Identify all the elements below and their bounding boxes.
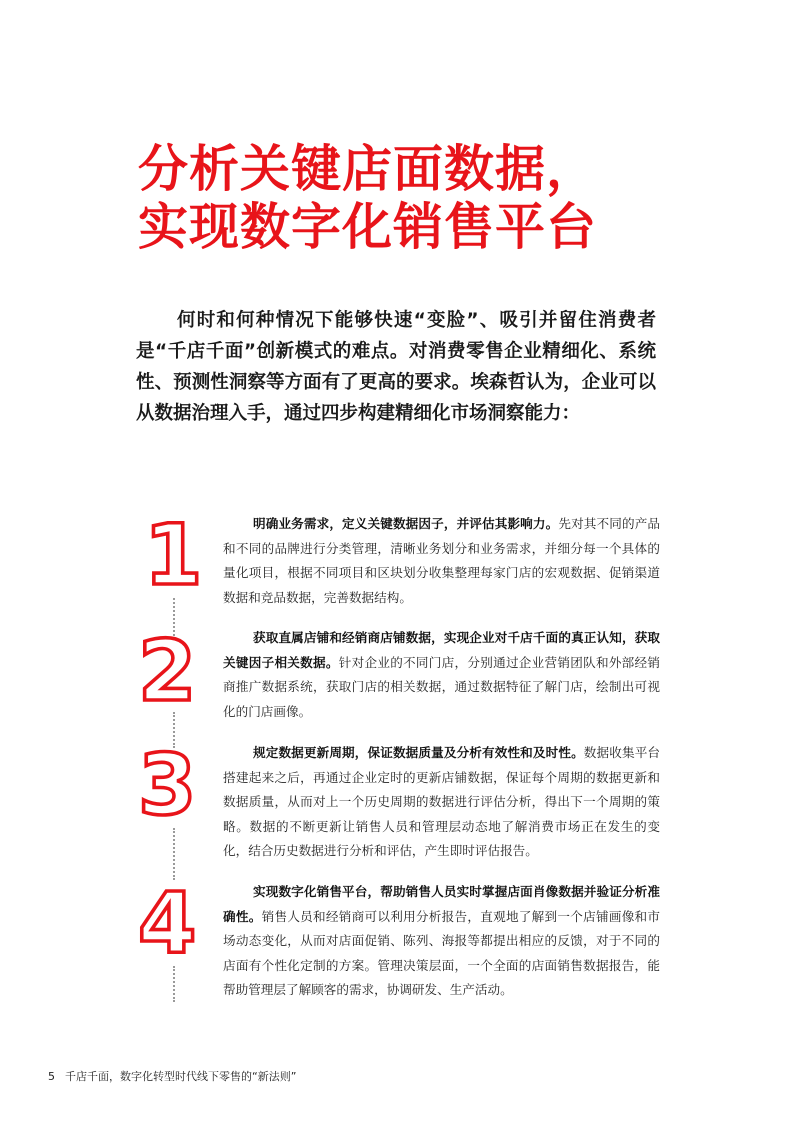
svg-text:1: 1: [144, 512, 203, 592]
title-line-2: 实现数字化销售平台: [138, 198, 597, 256]
step-divider-4: [173, 966, 177, 1002]
intro-paragraph: 何时和何种情况下能够快速“变脸”、吸引并留住消费者是“千店千面”创新模式的难点。对消费零售企业精细化、系统性、预测性洞察等方面有了更高的要求。埃森哲认为，企业可以从数据治理入手，通过四步构建精细化市场洞察能力：: [136, 310, 656, 424]
step-body-3: 数据收集平台搭建起来之后，再通过企业定时的更新店铺数据，保证每个周期的数据更新和数据质量，从而对上一个历史周期的数据进行评估分析，得出下一个周期的策略。数据的不断更新让销售人员和管理层动态地了解消费市场正在发生的变化，结合历史数据进行分析和评估，产生即时评估报告。: [223, 745, 661, 858]
title-line-1: 分析关键店面数据，: [138, 140, 597, 198]
step-heading-1: 明确业务需求，定义关键数据因子，并评估其影响力。: [253, 516, 559, 531]
step-text-2: [223, 626, 660, 724]
step-number-1: [136, 512, 216, 592]
step-body-2: 针对企业的不同门店，分别通过企业营销团队和外部经销商推广数据系统，获取门店的相关数据，通过数据特征了解门店，绘制出可视化的门店画像。: [223, 654, 661, 719]
step-body-1: 先对其不同的产品和不同的品牌进行分类管理，清晰业务划分和业务需求，并细分每一个具体的量化项目，根据不同项目和区块划分收集整理每家门店的宏观数据、促销渠道数据和竞品数据，完善数据结构。: [223, 516, 661, 605]
page-number: 5: [48, 1070, 55, 1083]
footer-text: 千店千面，数字化转型时代线下零售的“新法则”: [65, 1070, 297, 1083]
step-heading-3: 规定数据更新周期，保证数据质量及分析有效性和及时性。: [253, 745, 584, 760]
step-heading-2: 获取直属店铺和经销商店铺数据，实现企业对千店千面的真正认知，获取关键因子相关数据。: [223, 630, 660, 670]
step-text-1: [223, 512, 660, 610]
page-title: [138, 140, 778, 256]
svg-text:4: 4: [138, 880, 197, 960]
step-divider-3: [173, 828, 177, 880]
step-text-3: [223, 741, 660, 864]
step-body-4: 销售人员和经销商可以利用分析报告，直观地了解到一个店铺画像和市场动态变化，从而对店面促销、陈列、海报等都提出相应的反馈，对于不同的店面有个性化定制的方案。管理决策层面，一个全面的店面销售数据报告，能帮助管理层了解顾客的需求，协调研发、生产活动。: [223, 908, 661, 997]
svg-text:3: 3: [138, 742, 197, 822]
step-number-4: [136, 880, 216, 960]
step-heading-4: 实现数字化销售平台，帮助销售人员实时掌握店面肖像数据并验证分析准确性。: [223, 884, 660, 924]
step-number-2: [136, 628, 216, 708]
step-number-3: [136, 742, 216, 822]
step-text-4: [223, 880, 660, 1003]
svg-text:2: 2: [138, 628, 197, 708]
page-footer: [48, 1068, 296, 1084]
